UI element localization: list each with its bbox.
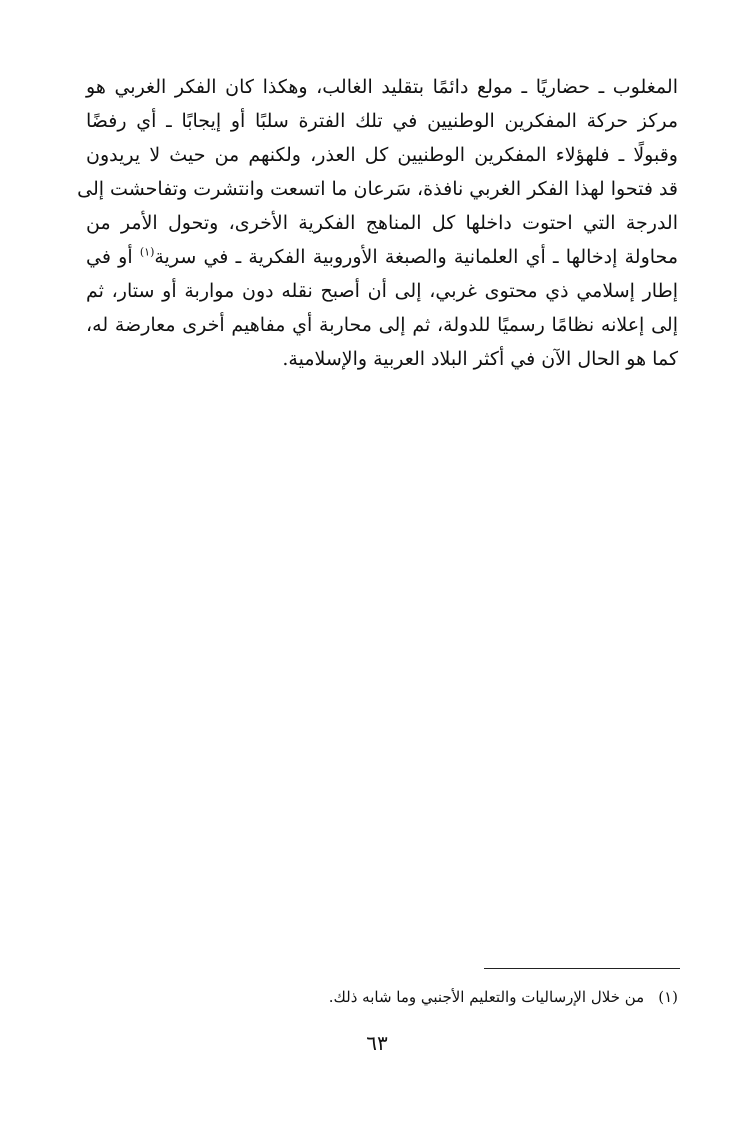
footnote-text: من خلال الإرساليات والتعليم الأجنبي وما شابه ذلك.	[328, 988, 645, 1006]
main-paragraph	[77, 70, 679, 376]
footnote-separator	[484, 968, 680, 969]
text-line-5: الدرجة التي احتوت داخلها كل المناهج الفكرية الأخرى، وتحول الأمر من	[86, 212, 678, 234]
footnote-number: (١)	[658, 988, 678, 1006]
text-line-4: قد فتحوا لهذا الفكر الغربي نافذة، سَرعان ما اتسعت وانتشرت وتفاحشت إلى	[77, 178, 678, 200]
text-line-2: مركز حركة المفكرين الوطنيين في تلك الفترة سلبًا أو إيجابًا ـ أي رفضًا	[86, 110, 678, 132]
text-line-8: إلى إعلانه نظامًا رسميًا للدولة، ثم إلى محاربة أي مفاهيم أخرى معارضة له،	[86, 314, 678, 336]
text-line-7: إطار إسلامي ذي محتوى غربي، إلى أن أصبح نقله دون مواربة أو ستار، ثم	[86, 280, 678, 302]
text-line-1: المغلوب ـ حضاريًا ـ مولع دائمًا بتقليد الغالب، وهكذا كان الفكر الغربي هو	[86, 76, 678, 98]
text-line-6	[86, 240, 678, 274]
text-line-3: وقبولًا ـ فلهؤلاء المفكرين الوطنيين كل العذر، ولكنهم من حيث لا يريدون	[86, 144, 678, 166]
footnote	[329, 984, 678, 1010]
text-line-9: كما هو الحال الآن في أكثر البلاد العربية والإسلامية.	[282, 348, 678, 370]
footnote-reference[interactable]: (١)	[139, 245, 155, 259]
page-number: ٦٣	[366, 1031, 388, 1055]
text-line-6-tail: أو في	[86, 246, 140, 268]
text-line-6-main: محاولة إدخالها ـ أي العلمانية والصبغة الأوروبية الفكرية ـ في سرية	[154, 246, 679, 268]
